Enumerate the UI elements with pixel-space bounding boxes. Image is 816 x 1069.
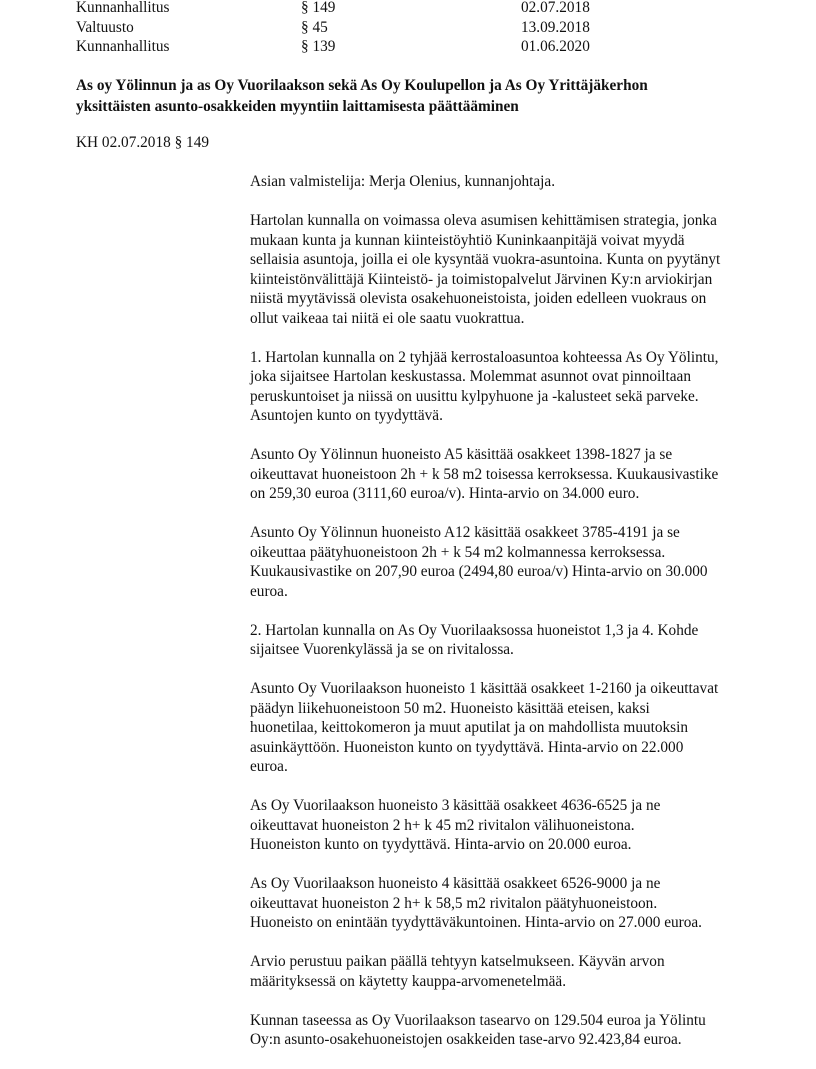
body-paragraph xyxy=(250,679,770,777)
title-line: yksittäisten asunto-osakkeiden myyntiin laittamisesta päättääminen xyxy=(76,97,519,115)
paragraph-line: peruskuntoiset ja niissä on uusittu kylpyhuone ja -kalusteet sekä parveke. xyxy=(250,387,699,405)
paragraph-line: mukaan kunta ja kunnan kiinteistöyhtiö Kuninkaanpitäjä voivat myydä xyxy=(250,231,685,249)
paragraph-line: sijaitsee Vuorenkylässä ja se on rivitalossa. xyxy=(250,641,514,658)
document-title xyxy=(76,76,648,117)
paragraph-line: euroa. xyxy=(250,758,288,775)
paragraph-line: Hartolan kunnalla on voimassa oleva asumisen kehittämisen strategia, jonka xyxy=(250,212,717,229)
paragraph-line: joka sijaitsee Hartolan keskustassa. Molemmat asunnot ovat pinnoiltaan xyxy=(250,368,691,385)
body-paragraph xyxy=(250,445,770,504)
paragraph-line: Huoneisto on enintään tyydyttäväkuntoinen. Hinta-arvio on 27.000 euroa. xyxy=(250,914,703,931)
decision-body: Kunnanhallitus xyxy=(76,0,170,16)
decision-body: Kunnanhallitus xyxy=(76,38,170,55)
title-line: As oy Yölinnun ja as Oy Vuorilaakson sekä As Oy Koulupellon ja As Oy Yrittäjäkerhon xyxy=(76,77,648,94)
paragraph-line: määrityksessä on käytetty kauppa-arvomenetelmää. xyxy=(250,972,567,990)
body-paragraph xyxy=(250,523,770,601)
paragraph-line: Oy:n asunto-osakehuoneistojen osakkeiden tase-arvo 92.423,84 euroa. xyxy=(250,1031,682,1048)
paragraph-line: ollut vaikeaa tai niitä ei ole saatu vuokrattua. xyxy=(250,309,525,327)
paragraph-line: As Oy Vuorilaakson huoneisto 3 käsittää osakkeet 4636-6525 ja ne xyxy=(250,797,661,814)
paragraph-line: asuinkäyttöön. Huoneiston kunto on tyydyttävä. Hinta-arvio on 22.000 xyxy=(250,738,684,756)
paragraph-line: Asunto Oy Yölinnun huoneisto A5 käsittää osakkeet 1398-1827 ja se xyxy=(250,446,673,463)
decision-date: 02.07.2018 xyxy=(521,0,590,16)
paragraph-line: päädyn liikehuoneistoon 50 m2. Huoneisto käsittää eteisen, kaksi xyxy=(250,699,650,717)
section-number: § 45 xyxy=(301,18,328,36)
decision-date: 13.09.2018 xyxy=(521,18,590,36)
decision-body: Valtuusto xyxy=(76,18,134,36)
paragraph-line: Asunto Oy Vuorilaakson huoneisto 1 käsittää osakkeet 1-2160 ja oikeuttavat xyxy=(250,680,719,697)
body-paragraph xyxy=(250,874,770,933)
paragraph-line: oikeuttaa päätyhuoneistoon 2h + k 54 m2 kolmannessa kerroksessa. xyxy=(250,543,666,561)
paragraph-line: 1. Hartolan kunnalla on 2 tyhjää kerrostaloasuntoa kohteessa As Oy Yölintu, xyxy=(250,348,719,366)
body-paragraph xyxy=(250,348,770,426)
paragraph-line: niistä myytävissä olevista osakehuoneistoista, joiden edelleen vuokraus on xyxy=(250,290,707,307)
paragraph-line: Arvio perustuu paikan päällä tehtyyn katselmukseen. Käyvän arvon xyxy=(250,953,665,970)
paragraph-line: oikeuttavat huoneiston 2 h+ k 45 m2 rivitalon välihuoneistona. xyxy=(250,816,635,834)
paragraph-line: As Oy Vuorilaakson huoneisto 4 käsittää osakkeet 6526-9000 ja ne xyxy=(250,875,661,892)
section-number: § 139 xyxy=(301,38,336,55)
body-paragraph xyxy=(250,1011,770,1050)
paragraph-line: Huoneiston kunto on tyydyttävä. Hinta-arvio on 20.000 euroa. xyxy=(250,836,632,853)
paragraph-line: oikeuttavat huoneistoon 2h + k 58 m2 toisessa kerroksessa. Kuukausivastike xyxy=(250,465,719,483)
paragraph-line: oikeuttavat huoneiston 2 h+ k 58,5 m2 rivitalon päätyhuoneistoon. xyxy=(250,894,658,912)
document-body xyxy=(250,172,770,1069)
paragraph-line: 2. Hartolan kunnalla on As Oy Vuorilaaksossa huoneistot 1,3 ja 4. Kohde xyxy=(250,621,699,639)
paragraph-line: Kunnan taseessa as Oy Vuorilaakson tasearvo on 129.504 euroa ja Yölintu xyxy=(250,1011,706,1029)
paragraph-line: Asian valmistelija: Merja Olenius, kunnanjohtaja. xyxy=(250,173,556,190)
paragraph-line: Kuukausivastike on 207,90 euroa (2494,80 euroa/v) Hinta-arvio on 30.000 xyxy=(250,563,708,580)
paragraph-line: on 259,30 euroa (3111,60 euroa/v). Hinta-arvio on 34.000 euro. xyxy=(250,485,640,502)
meeting-reference: KH 02.07.2018 § 149 xyxy=(76,134,209,151)
paragraph-line: kiinteistönvälittäjä Kiinteistö- ja toimistopalvelut Järvinen Ky:n arviokirjan xyxy=(250,270,713,288)
paragraph-line: Asunto Oy Yölinnun huoneisto A12 käsittää osakkeet 3785-4191 ja se xyxy=(250,524,680,541)
paragraph-line: huonetilaa, keittokomeron ja muut aputilat ja on mahdollista muutoksin xyxy=(250,719,689,736)
body-paragraph xyxy=(250,172,770,192)
paragraph-line: Asuntojen kunto on tyydyttävä. xyxy=(250,407,443,424)
section-number: § 149 xyxy=(301,0,336,16)
body-paragraph xyxy=(250,211,770,328)
body-paragraph xyxy=(250,952,770,991)
body-paragraph xyxy=(250,621,770,660)
paragraph-line: sellaisia asuntoja, joilla ei ole kysyntää vuokra-asuntoina. Kunta on pyytänyt xyxy=(250,251,721,268)
decision-date: 01.06.2020 xyxy=(521,38,590,55)
paragraph-line: euroa. xyxy=(250,582,288,600)
body-paragraph xyxy=(250,796,770,855)
